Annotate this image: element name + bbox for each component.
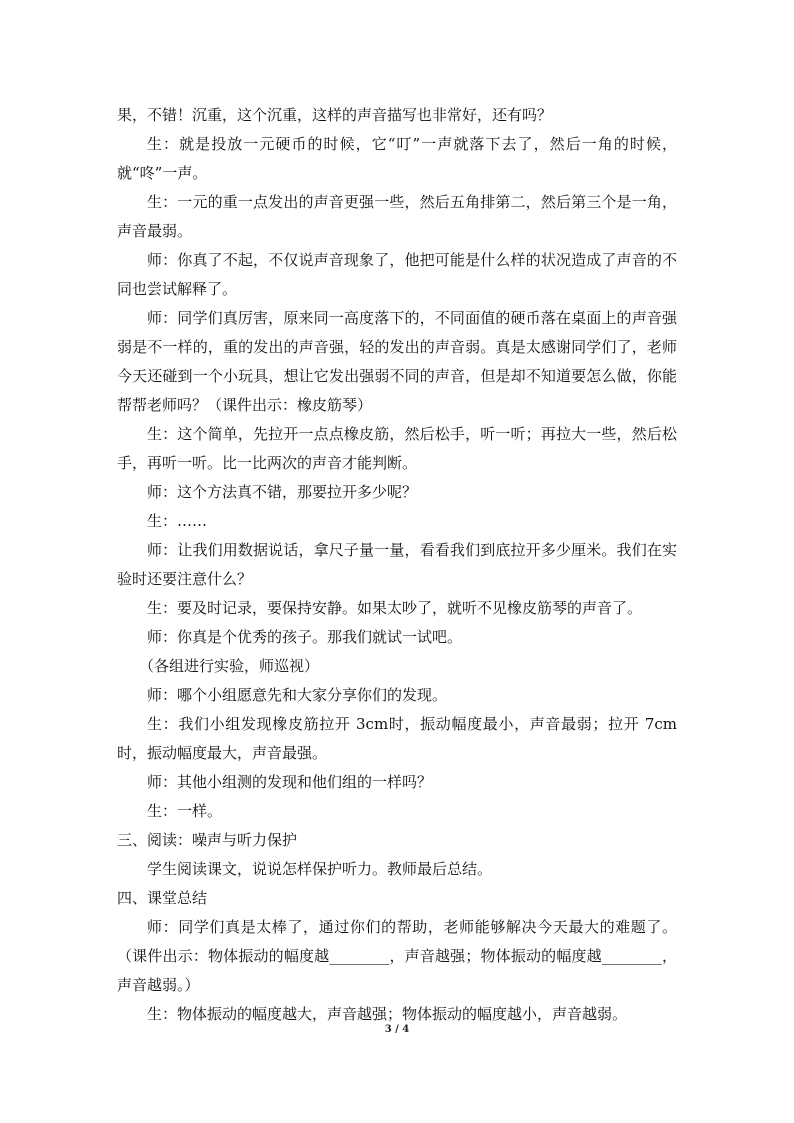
document-body bbox=[117, 101, 677, 1029]
paragraph: 师：你真了不起，不仅说声音现象了，他把可能是什么样的状况造成了声音的不同也尝试解释了。 bbox=[117, 251, 677, 298]
paragraph: 生：就是投放一元硬币的时候，它“叮”一声就落下去了，然后一角的时候，就“咚”一声。 bbox=[117, 135, 677, 182]
paragraph: 师：其他小组测的发现和他们组的一样吗？ bbox=[147, 773, 433, 791]
paragraph: 生：一样。 bbox=[147, 802, 223, 820]
paragraph: 师：你真是个优秀的孩子。那我们就试一试吧。 bbox=[147, 628, 463, 646]
paragraph: 学生阅读课文，说说怎样保护听力。教师最后总结。 bbox=[147, 860, 493, 878]
paragraph: 师：同学们真是太棒了，通过你们的帮助，老师能够解决今天最大的难题了。（课件出示：物体振动的幅度越________，声音越强；物体振动的幅度越________，声音越弱。） bbox=[117, 918, 677, 994]
paragraph: 师：这个方法真不错，那要拉开多少呢？ bbox=[147, 483, 418, 501]
paragraph: 生：我们小组发现橡皮筋拉开 3cm时，振动幅度最小，声音最弱；拉开 7cm时，振动幅度最大，声音最强。 bbox=[117, 715, 677, 762]
page-number: 3 / 4 bbox=[384, 1024, 410, 1035]
paragraph: 生：要及时记录，要保持安静。如果太吵了，就听不见橡皮筋琴的声音了。 bbox=[147, 599, 643, 617]
paragraph: 生：物体振动的幅度越大，声音越强；物体振动的幅度越小，声音越弱。 bbox=[147, 1005, 628, 1023]
section-heading: 三、阅读：噪声与听力保护 bbox=[117, 831, 298, 849]
paragraph: 生：…… bbox=[147, 512, 208, 530]
paragraph: 生：一元的重一点发出的声音更强一些，然后五角排第二，然后第三个是一角，声音最弱。 bbox=[117, 193, 677, 240]
paragraph: 生：这个简单，先拉开一点点橡皮筋，然后松手，听一听；再拉大一些，然后松手，再听一听。比一比两次的声音才能判断。 bbox=[117, 425, 677, 472]
paragraph: 师：哪个小组愿意先和大家分享你们的发现。 bbox=[147, 686, 448, 704]
paragraph: 师：同学们真厉害，原来同一高度落下的，不同面值的硬币落在桌面上的声音强弱是不一样的，重的发出的声音强，轻的发出的声音弱。真是太感谢同学们了，老师今天还碰到一个小玩具，想让它发出强弱不同的声音，但是却不知道要怎么做，你能帮帮老师吗？（课件出示：橡皮筋琴） bbox=[117, 309, 677, 414]
paragraph: 师：让我们用数据说话，拿尺子量一量，看看我们到底拉开多少厘米。我们在实验时还要注意什么？ bbox=[117, 541, 677, 588]
stage-direction: （各组进行实验，师巡视） bbox=[139, 657, 320, 675]
section-heading: 四、课堂总结 bbox=[117, 889, 208, 907]
paragraph: 果，不错！沉重，这个沉重，这样的声音描写也非常好，还有吗？ bbox=[117, 106, 553, 124]
